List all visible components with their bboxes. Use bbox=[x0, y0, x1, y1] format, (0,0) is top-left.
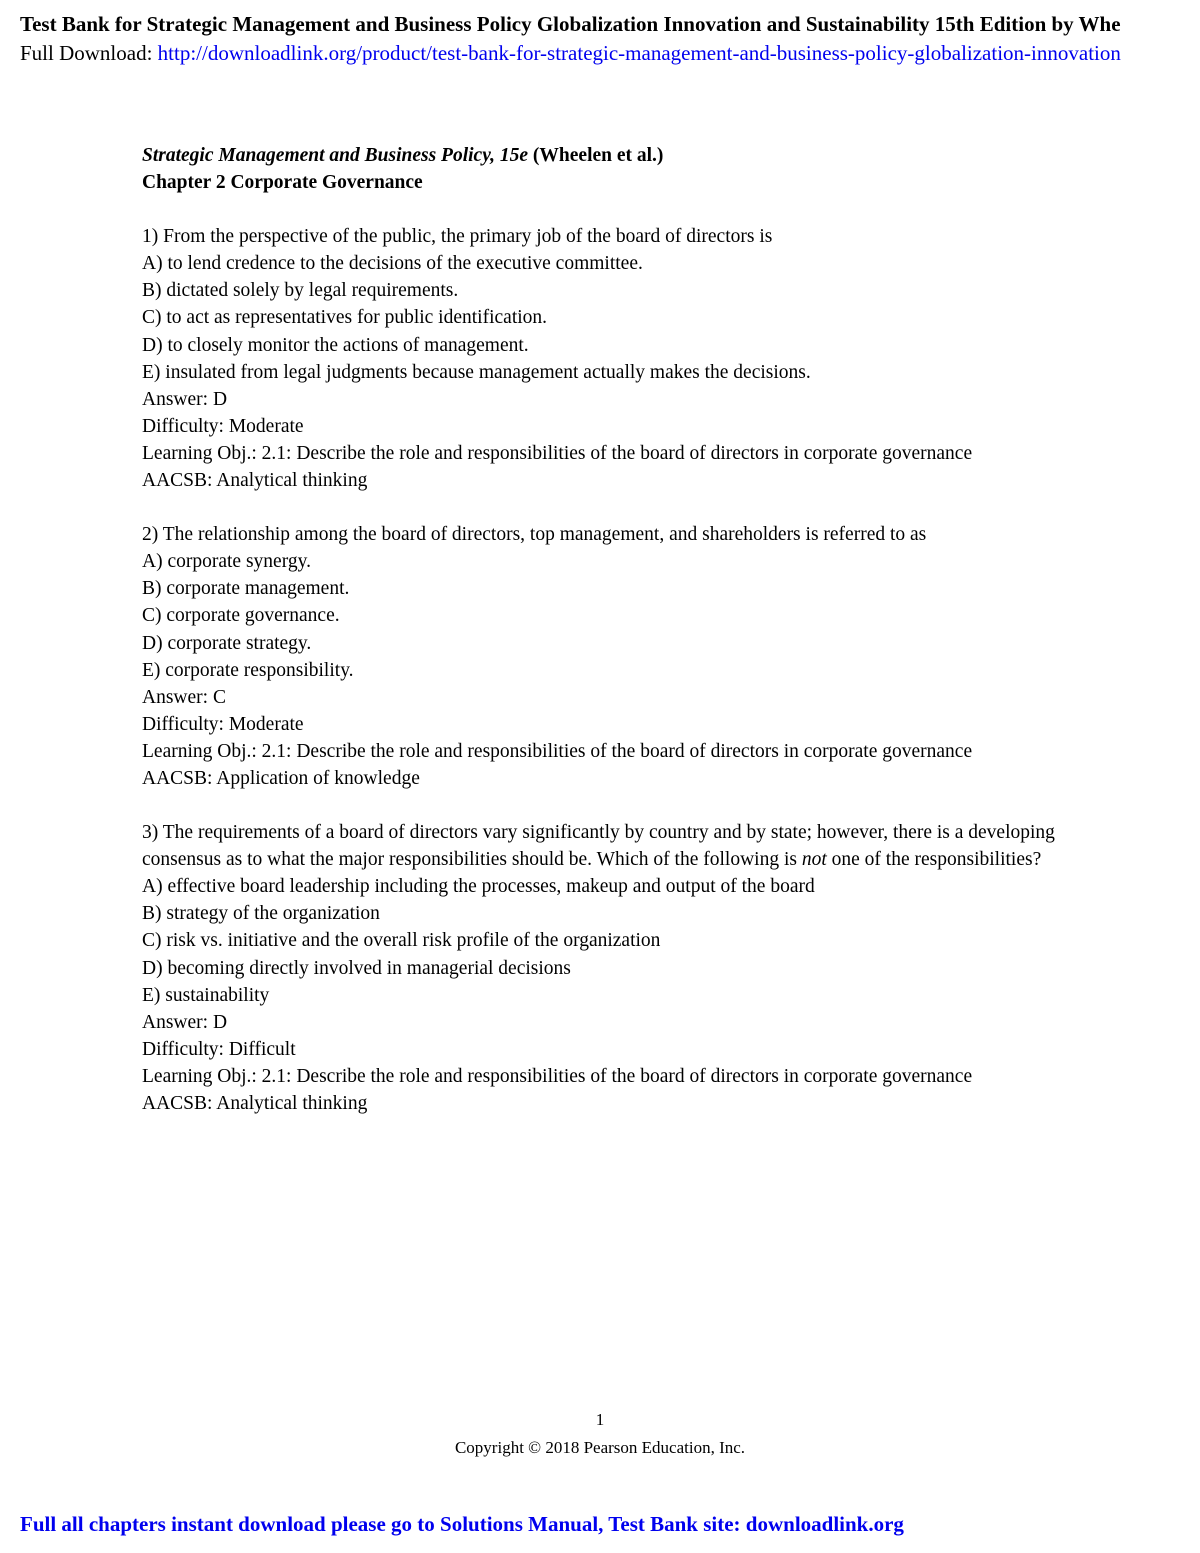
answer: Answer: D bbox=[142, 1011, 228, 1033]
option-e: E) corporate responsibility. bbox=[142, 659, 354, 681]
option-e: E) insulated from legal judgments because management actually makes the decisions. bbox=[142, 361, 811, 383]
book-authors: (Wheelen et al.) bbox=[528, 145, 664, 166]
stem-emphasis: not bbox=[801, 849, 827, 871]
page-number: 1 bbox=[595, 1410, 605, 1429]
stem-before: 3) The requirements of a board of directors vary significantly by country and by state; however, there is a developing consensus as to what the major responsibilities should be. Which of the following is bbox=[142, 822, 1055, 871]
book-title: Strategic Management and Business Policy, 15e bbox=[142, 145, 529, 166]
banner-title: Test Bank for Strategic Management and Business Policy Globalization Innovation and Sustainability 15th Edition by Whe bbox=[20, 12, 1121, 36]
difficulty: Difficulty: Difficult bbox=[142, 1038, 296, 1060]
bottom-banner[interactable]: Full all chapters instant download please go to Solutions Manual, Test Bank site: downloadlink.org bbox=[20, 1512, 904, 1536]
option-d: D) to closely monitor the actions of management. bbox=[142, 334, 529, 356]
question-3 bbox=[142, 819, 1062, 1117]
aacsb: AACSB: Application of knowledge bbox=[142, 767, 420, 789]
question-1 bbox=[142, 223, 1062, 494]
option-b: B) corporate management. bbox=[142, 578, 350, 600]
option-a: A) to lend credence to the decisions of the executive committee. bbox=[142, 253, 643, 275]
download-link[interactable]: http://downloadlink.org/product/test-bank-for-strategic-management-and-business-policy-globalization-innovation bbox=[157, 41, 1121, 65]
copyright: Copyright © 2018 Pearson Education, Inc. bbox=[454, 1438, 746, 1457]
option-b: B) strategy of the organization bbox=[142, 903, 380, 925]
question-stem: 2) The relationship among the board of directors, top management, and shareholders is referred to as bbox=[142, 524, 927, 546]
document-body bbox=[142, 142, 1062, 1117]
option-c: C) corporate governance. bbox=[142, 605, 340, 627]
question-2 bbox=[142, 521, 1062, 792]
option-c: C) to act as representatives for public identification. bbox=[142, 307, 548, 329]
option-a: A) effective board leadership including the processes, makeup and output of the board bbox=[142, 876, 815, 898]
option-d: D) becoming directly involved in managerial decisions bbox=[142, 957, 571, 979]
difficulty: Difficulty: Moderate bbox=[142, 713, 304, 735]
answer: Answer: C bbox=[142, 686, 226, 708]
chapter-title: Chapter 2 Corporate Governance bbox=[142, 172, 423, 194]
stem-after: one of the responsibilities? bbox=[826, 849, 1042, 871]
learning-objective: Learning Obj.: 2.1: Describe the role and responsibilities of the board of directors in corporate governance bbox=[142, 1065, 973, 1087]
learning-objective: Learning Obj.: 2.1: Describe the role and responsibilities of the board of directors in corporate governance bbox=[142, 442, 973, 464]
question-stem bbox=[142, 819, 1062, 873]
answer: Answer: D bbox=[142, 388, 228, 410]
learning-objective: Learning Obj.: 2.1: Describe the role and responsibilities of the board of directors in corporate governance bbox=[142, 740, 973, 762]
banner-download-line bbox=[20, 39, 1200, 68]
option-e: E) sustainability bbox=[142, 984, 270, 1006]
download-label: Full Download: bbox=[20, 41, 158, 65]
question-stem: 1) From the perspective of the public, the primary job of the board of directors is bbox=[142, 226, 773, 248]
difficulty: Difficulty: Moderate bbox=[142, 415, 304, 437]
option-c: C) risk vs. initiative and the overall risk profile of the organization bbox=[142, 930, 661, 952]
option-b: B) dictated solely by legal requirements. bbox=[142, 280, 459, 302]
option-d: D) corporate strategy. bbox=[142, 632, 312, 654]
aacsb: AACSB: Analytical thinking bbox=[142, 1093, 368, 1114]
top-banner bbox=[20, 10, 1200, 68]
option-a: A) corporate synergy. bbox=[142, 551, 311, 573]
aacsb: AACSB: Analytical thinking bbox=[142, 470, 368, 492]
document-title bbox=[142, 142, 1062, 169]
